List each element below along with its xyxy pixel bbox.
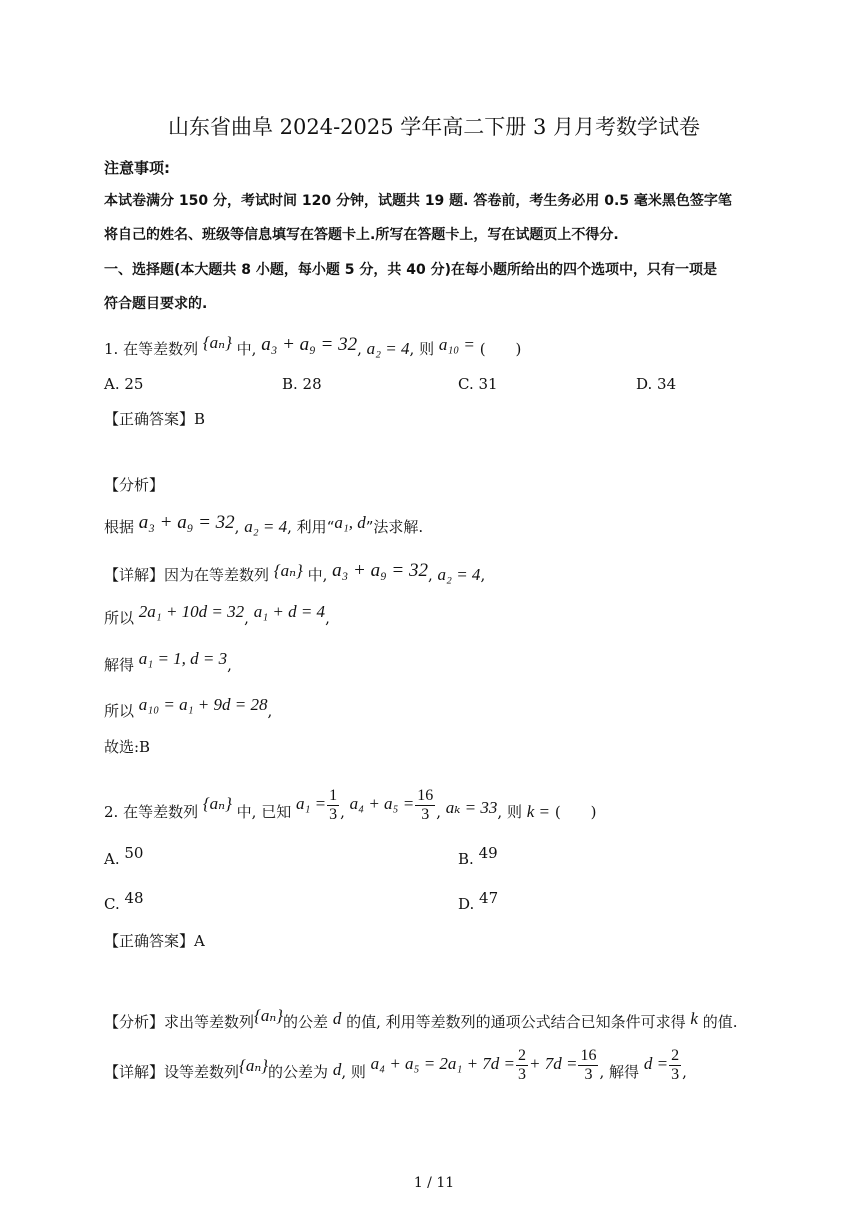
notice-line-2: 将自己的姓名、班级等信息填写在答题卡上.所写在答题卡上，写在试题页上不得分. — [104, 227, 619, 243]
fraction-16-3: $\frac{16}{3}$ — [417, 786, 434, 823]
detail-1-step-1: 所以 2a₁ + 10d = 32, a₁ + d = 4, — [104, 602, 330, 627]
fraction-2-3: $\frac{2}{3}$ — [518, 1046, 527, 1083]
option-a: A. 25 — [104, 375, 144, 393]
answer-2: 【正确答案】A — [104, 932, 205, 950]
page-title: 山东省曲阜 2024-2025 学年高二下册 3 月月考数学试卷 — [167, 115, 701, 139]
analysis-1-text: 根据 a₃ + a₉ = 32, a₂ = 4, 利用“a₁, d”法求解. — [104, 512, 424, 536]
option-a: A. 50 — [104, 844, 144, 868]
fraction-1-3: $\frac{1}{3}$ — [329, 786, 338, 823]
question-2-stem: 2. 在等差数列 {aₙ} 中, 已知 a₁ = $\frac{1}{3}$ , a₄ + a₅ = $\frac{16}{3}$ , aₖ = 33, 则 k = ( ) — [104, 786, 597, 823]
answer-1: 【正确答案】B — [104, 410, 206, 428]
section-1-line-2: 符合题目要求的. — [104, 296, 208, 312]
option-b: B. 49 — [458, 844, 498, 868]
detail-1-text: 【详解】因为在等差数列 {aₙ} 中, a₃ + a₉ = 32, a₂ = 4, — [104, 560, 486, 584]
choice-1: 故选:B — [104, 738, 151, 756]
question-1-stem: 1. 在等差数列 {aₙ} 中, a₃ + a₉ = 32, a₂ = 4, 则 a₁₀ = ( ) — [104, 333, 522, 358]
detail-2-text: 【详解】设等差数列{aₙ}的公差为 d, 则 a₄ + a₅ = 2a₁ + 7d = $\frac{2}{3}$ + 7d = $\frac{16}{3}$ , 解得 d = $\frac{2}{3}$ , — [104, 1046, 687, 1083]
detail-1-step-3: 所以 a₁₀ = a₁ + 9d = 28, — [104, 695, 273, 720]
section-1-line-1: 一、选择题(本大题共 8 小题，每小题 5 分，共 40 分)在每小题所给出的四个选项中，只有一项是 — [104, 262, 718, 278]
detail-1-step-2: 解得 a₁ = 1, d = 3, — [104, 649, 232, 674]
option-b: B. 28 — [282, 375, 322, 393]
analysis-1-label: 【分析】 — [104, 476, 165, 494]
fraction-16-3: $\frac{16}{3}$ — [580, 1046, 597, 1083]
notice-line-1: 本试卷满分 150 分，考试时间 120 分钟，试题共 19 题. 答卷前，考生务必用 0.5 毫米黑色签字笔 — [104, 193, 732, 209]
notice-heading: 注意事项: — [104, 159, 170, 177]
option-c: C. 48 — [104, 889, 144, 913]
fraction-2-3: $\frac{2}{3}$ — [671, 1046, 680, 1083]
analysis-2-text: 【分析】求出等差数列{aₙ}的公差 d 的值, 利用等差数列的通项公式结合已知条件可求得 k 的值. — [104, 1006, 738, 1031]
option-d: D. 34 — [636, 375, 677, 393]
option-d: D. 47 — [458, 889, 499, 913]
option-c: C. 31 — [458, 375, 498, 393]
page-number: 1 / 11 — [413, 1175, 455, 1191]
